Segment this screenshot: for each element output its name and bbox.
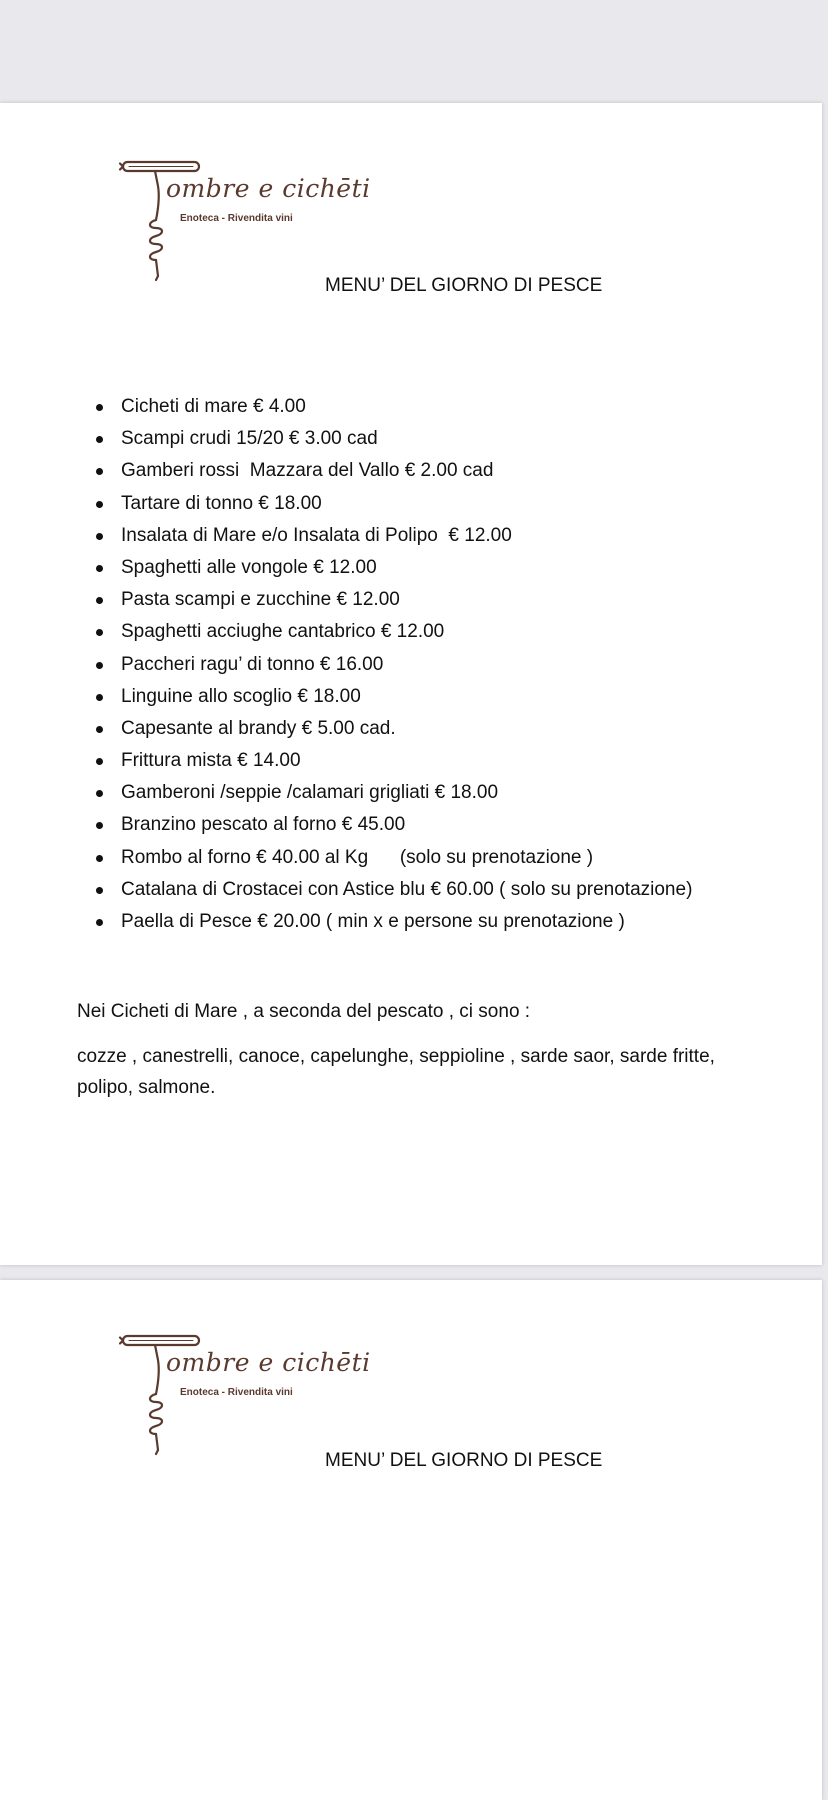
brand-subtitle: Enoteca - Rivendita vini (180, 213, 293, 224)
list-item: Spaghetti acciughe cantabrico € 12.00 (96, 616, 692, 648)
menu-item-list (96, 391, 692, 938)
page-title: MENU’ DEL GIORNO DI PESCE (325, 1450, 603, 1471)
list-item: Insalata di Mare e/o Insalata di Polipo € 12.00 (96, 520, 692, 552)
list-item: Rombo al forno € 40.00 al Kg (solo su prenotazione ) (96, 842, 692, 874)
list-item: Tartare di tonno € 18.00 (96, 488, 692, 520)
brand-subtitle: Enoteca - Rivendita vini (180, 1387, 293, 1398)
list-item: Paccheri ragu’ di tonno € 16.00 (96, 649, 692, 681)
note-ingredients: cozze , canestrelli, canoce, capelunghe, seppioline , sarde saor, sarde fritte, polipo, salmone. (77, 1046, 715, 1098)
brand-name: ombre e cichēti (166, 174, 371, 203)
document-page-1 (0, 103, 822, 1265)
list-item: Cicheti di mare € 4.00 (96, 391, 692, 423)
list-item: Paella di Pesce € 20.00 ( min x e persone su prenotazione ) (96, 906, 692, 938)
list-item: Linguine allo scoglio € 18.00 (96, 681, 692, 713)
brand-name: ombre e cichēti (166, 1348, 371, 1377)
list-item: Pasta scampi e zucchine € 12.00 (96, 584, 692, 616)
list-item: Gamberoni /seppie /calamari grigliati € 18.00 (96, 777, 692, 809)
brand-logo (118, 1332, 371, 1458)
list-item: Catalana di Crostacei con Astice blu € 60.00 ( solo su prenotazione) (96, 874, 692, 906)
document-page-2 (0, 1280, 822, 1800)
list-item: Gamberi rossi Mazzara del Vallo € 2.00 cad (96, 455, 692, 487)
list-item: Frittura mista € 14.00 (96, 745, 692, 777)
list-item: Branzino pescato al forno € 45.00 (96, 809, 692, 841)
list-item: Spaghetti alle vongole € 12.00 (96, 552, 692, 584)
brand-logo (118, 158, 371, 284)
list-item: Capesante al brandy € 5.00 cad. (96, 713, 692, 745)
page-title: MENU’ DEL GIORNO DI PESCE (325, 275, 603, 296)
list-item: Scampi crudi 15/20 € 3.00 cad (96, 423, 692, 455)
note-intro: Nei Cicheti di Mare , a seconda del pescato , ci sono : (77, 1001, 531, 1022)
